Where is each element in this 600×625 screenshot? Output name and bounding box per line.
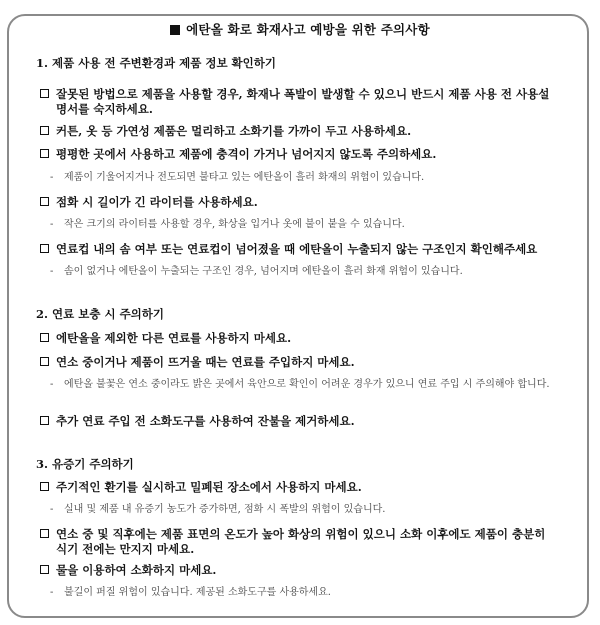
- checkbox-icon: [40, 197, 49, 206]
- checkbox-icon: [40, 126, 49, 135]
- section-1-note-3: - 솜이 없거나 에탄올이 누출되는 구조인 경우, 넘어지며 에탄올이 흘러 화재 위험이 있습니다.: [50, 266, 463, 277]
- section-1-note-1: - 제품이 기울어지거나 전도되면 불타고 있는 에탄올이 흘러 화재의 위험이 있습니다.: [50, 172, 425, 183]
- checkbox-icon: [40, 416, 49, 425]
- page-title-text: 에탄올 화로 화재사고 예방을 위한 주의사항: [186, 22, 430, 37]
- checkbox-icon: [40, 529, 49, 538]
- section-2-item-2: 연소 중이거나 제품이 뜨거울 때는 연료를 주입하지 마세요.: [40, 355, 560, 370]
- section-1-item-1: 잘못된 방법으로 제품을 사용할 경우, 화재나 폭발이 발생할 수 있으니 반드시 제품 사용 전 사용설명서를 숙지하세요.: [40, 87, 560, 117]
- section-2-item-3: 추가 연료 주입 전 소화도구를 사용하여 잔불을 제거하세요.: [40, 414, 560, 429]
- section-3-note-1: - 실내 및 제품 내 유증기 농도가 증가하면, 점화 시 폭발의 위험이 있습니다.: [50, 504, 386, 515]
- checkbox-icon: [40, 333, 49, 342]
- section-2-note-1: - 에탄올 불꽃은 연소 중이라도 밝은 곳에서 육안으로 확인이 어려운 경우가 있으니 연료 주입 시 주의해야 합니다.: [50, 379, 550, 390]
- section-2-item-1: 에탄올을 제외한 다른 연료를 사용하지 마세요.: [40, 331, 560, 346]
- black-square-icon: [170, 25, 180, 35]
- section-1-heading: 1. 제품 사용 전 주변환경과 제품 정보 확인하기: [36, 56, 276, 70]
- section-3-item-1: 주기적인 환기를 실시하고 밀폐된 장소에서 사용하지 마세요.: [40, 480, 560, 495]
- checkbox-icon: [40, 357, 49, 366]
- section-1-note-2: - 작은 크기의 라이터를 사용할 경우, 화상을 입거나 옷에 불이 붙을 수 있습니다.: [50, 219, 405, 230]
- section-1-item-3: 평평한 곳에서 사용하고 제품에 충격이 가거나 넘어지지 않도록 주의하세요.: [40, 147, 560, 162]
- section-1-item-2: 커튼, 옷 등 가연성 제품은 멀리하고 소화기를 가까이 두고 사용하세요.: [40, 124, 560, 139]
- checkbox-icon: [40, 149, 49, 158]
- section-2-heading: 2. 연료 보충 시 주의하기: [36, 307, 164, 321]
- section-3-item-2: 연소 중 및 직후에는 제품 표면의 온도가 높아 화상의 위험이 있으니 소화 이후에도 제품이 충분히 식기 전에는 만지지 마세요.: [40, 527, 560, 557]
- section-3-item-3: 물을 이용하여 소화하지 마세요.: [40, 563, 560, 578]
- section-1-item-4: 점화 시 길이가 긴 라이터를 사용하세요.: [40, 195, 560, 210]
- checkbox-icon: [40, 244, 49, 253]
- section-3-heading: 3. 유증기 주의하기: [36, 457, 134, 471]
- page-title: [0, 20, 600, 38]
- section-1-item-5: 연료컵 내의 솜 여부 또는 연료컵이 넘어졌을 때 에탄올이 누출되지 않는 구조인지 확인해주세요: [40, 242, 560, 257]
- section-3-note-2: - 불길이 퍼질 위험이 있습니다. 제공된 소화도구를 사용하세요.: [50, 587, 331, 598]
- checkbox-icon: [40, 482, 49, 491]
- checkbox-icon: [40, 565, 49, 574]
- checkbox-icon: [40, 89, 49, 98]
